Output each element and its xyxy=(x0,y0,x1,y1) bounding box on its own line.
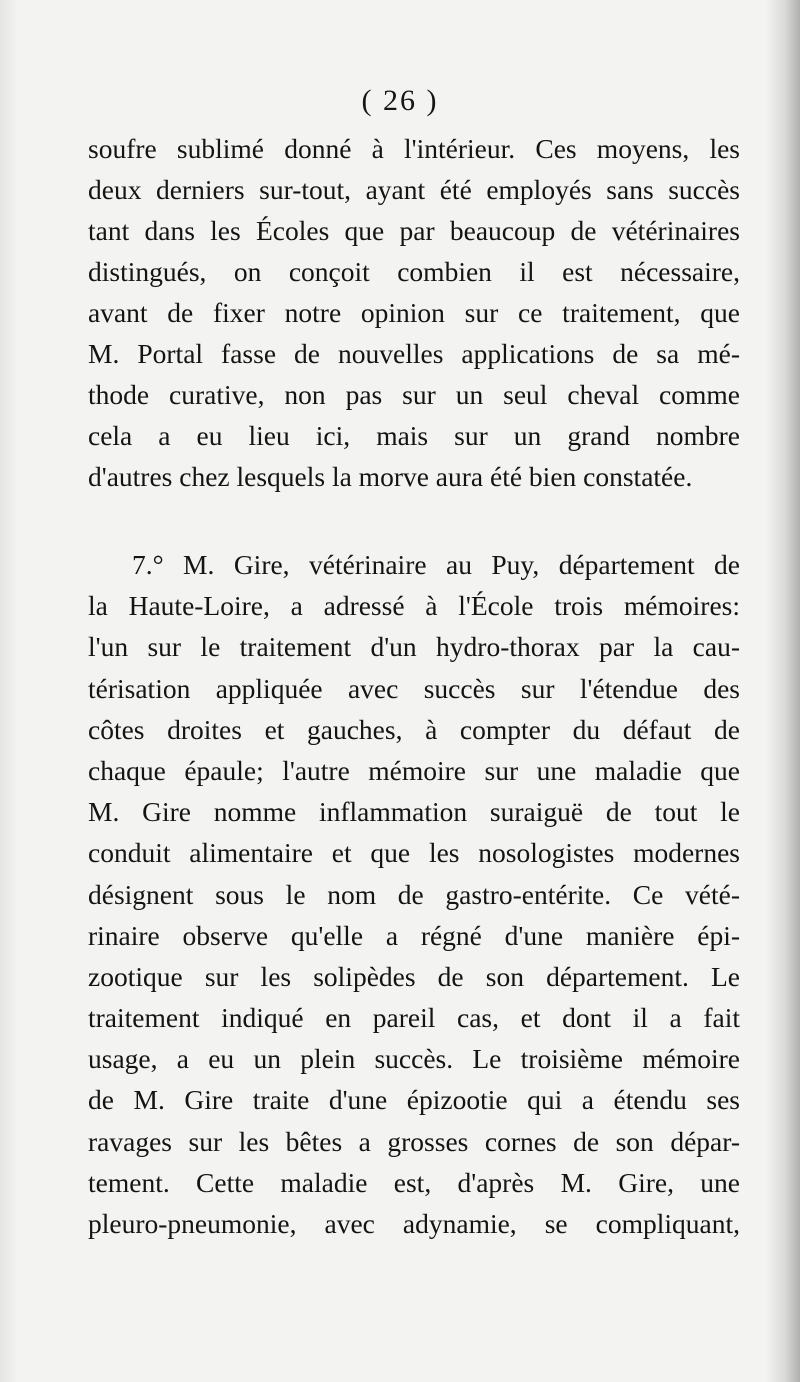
text-line: conduit alimentaire et que les nosologistes modernes xyxy=(88,837,740,869)
text-line: distingués, on conçoit combien il est nécessaire, xyxy=(88,256,740,287)
text-line: ravages sur les bêtes a grosses cornes de son dépar- xyxy=(88,1125,740,1157)
text-line: désignent sous le nom de gastro-entérite. Ce vété- xyxy=(88,878,740,910)
text-line: M. Portal fasse de nouvelles applications de sa mé- xyxy=(88,338,740,369)
text-line: usage, a eu un plein succès. Le troisième mémoire xyxy=(88,1043,740,1075)
text-line: traitement indiqué en pareil cas, et dont il a fait xyxy=(88,1002,740,1034)
text-line: tement. Cette maladie est, d'après M. Gire, une xyxy=(88,1166,740,1198)
page-gutter-shadow xyxy=(0,0,18,1382)
text-line: pleuro-pneumonie, avec adynamie, se compliquant, xyxy=(88,1208,740,1239)
text-line: soufre sublimé donné à l'intérieur. Ces moyens, les xyxy=(88,133,740,164)
page-edge-shadow xyxy=(766,0,800,1382)
text-line: tant dans les Écoles que par beaucoup de vétérinaires xyxy=(88,215,740,246)
paragraph-2 xyxy=(88,544,740,1244)
text-line: 7.° M. Gire, vétérinaire au Puy, département de xyxy=(132,549,740,580)
text-line: avant de fixer notre opinion sur ce traitement, que xyxy=(88,297,740,328)
text-line: thode curative, non pas sur un seul cheval comme xyxy=(88,379,740,410)
text-line: de M. Gire traite d'une épizootie qui a étendu ses xyxy=(88,1084,740,1116)
text-line: d'autres chez lesquels la morve aura été bien constatée. xyxy=(88,461,693,492)
page-number: ( 26 ) xyxy=(361,84,439,117)
text-line: l'un sur le traitement d'un hydro-thorax par la cau- xyxy=(88,631,740,663)
text-line: deux derniers sur-tout, ayant été employés sans succès xyxy=(88,174,740,205)
text-line: zootique sur les solipèdes de son département. Le xyxy=(88,960,740,992)
text-line: chaque épaule; l'autre mémoire sur une maladie que xyxy=(88,754,740,786)
text-line: rinaire observe qu'elle a régné d'une manière épi- xyxy=(88,919,740,951)
text-line: M. Gire nomme inflammation suraiguë de tout le xyxy=(88,796,740,828)
text-line: cela a eu lieu ici, mais sur un grand nombre xyxy=(88,420,740,451)
paragraph-1 xyxy=(88,128,740,497)
text-line: la Haute-Loire, a adressé à l'École trois mémoires: xyxy=(88,590,740,622)
text-line: térisation appliquée avec succès sur l'étendue des xyxy=(88,672,740,704)
text-line: côtes droites et gauches, à compter du défaut de xyxy=(88,713,740,745)
